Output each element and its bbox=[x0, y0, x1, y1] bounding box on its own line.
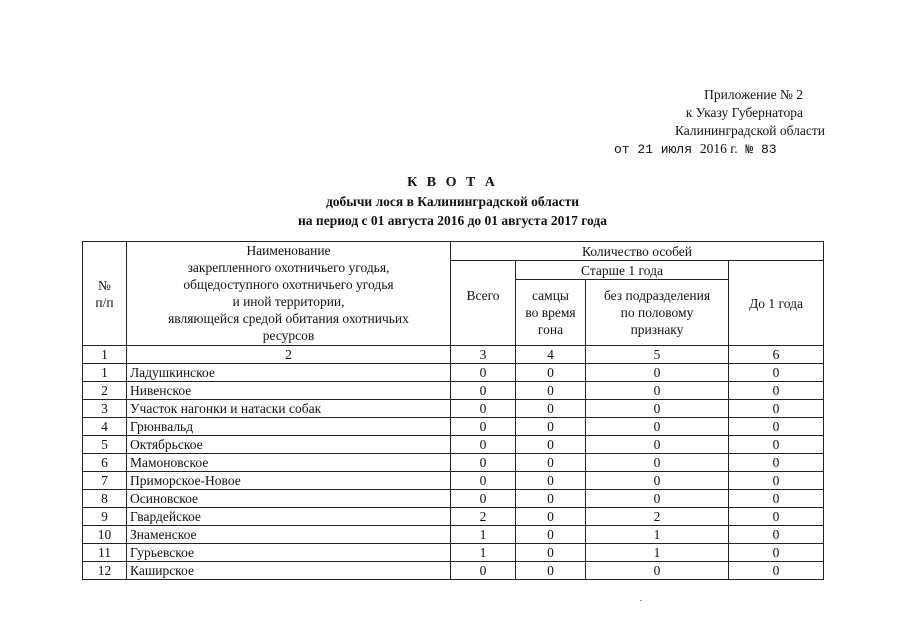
header-young: До 1 года bbox=[729, 261, 824, 346]
row-young: 0 bbox=[729, 508, 824, 526]
row-young: 0 bbox=[729, 436, 824, 454]
document-title: К В О Т А bbox=[407, 175, 498, 190]
column-index: 4 bbox=[516, 346, 586, 364]
row-num: 9 bbox=[83, 508, 127, 526]
header-males bbox=[516, 280, 586, 346]
row-total: 0 bbox=[451, 382, 516, 400]
row-num: 8 bbox=[83, 490, 127, 508]
row-males: 0 bbox=[516, 472, 586, 490]
row-young: 0 bbox=[729, 364, 824, 382]
row-total: 1 bbox=[451, 526, 516, 544]
row-young: 0 bbox=[729, 472, 824, 490]
row-young: 0 bbox=[729, 382, 824, 400]
row-name: Участок нагонки и натаски собак bbox=[127, 400, 451, 418]
row-num: 11 bbox=[83, 544, 127, 562]
row-total: 0 bbox=[451, 400, 516, 418]
row-num: 6 bbox=[83, 454, 127, 472]
table-row bbox=[83, 562, 824, 580]
header-num-line2: п/п bbox=[95, 294, 114, 310]
row-name: Приморское-Новое bbox=[127, 472, 451, 490]
document-subtitle: добычи лося в Калининградской области bbox=[325, 194, 580, 209]
appendix-region: Калининградской области bbox=[674, 123, 825, 138]
row-nogender: 0 bbox=[586, 400, 729, 418]
row-nogender: 0 bbox=[586, 454, 729, 472]
row-num: 1 bbox=[83, 364, 127, 382]
header-name-line2: закрепленного охотничьего угодья, bbox=[187, 260, 390, 275]
row-nogender: 0 bbox=[586, 562, 729, 580]
header-name bbox=[127, 242, 451, 346]
header-males-line3: гона bbox=[537, 322, 564, 337]
table-row bbox=[83, 526, 824, 544]
quota-table bbox=[82, 241, 824, 580]
header-name-line5: являющейся средой обитания охотничьих bbox=[168, 311, 409, 326]
row-name: Каширское bbox=[127, 562, 451, 580]
column-index: 2 bbox=[127, 346, 451, 364]
header-num-line1: № bbox=[98, 277, 111, 293]
row-young: 0 bbox=[729, 418, 824, 436]
row-males: 0 bbox=[516, 436, 586, 454]
row-total: 0 bbox=[451, 490, 516, 508]
row-nogender: 0 bbox=[586, 472, 729, 490]
row-total: 0 bbox=[451, 454, 516, 472]
row-nogender: 2 bbox=[586, 508, 729, 526]
row-num: 3 bbox=[83, 400, 127, 418]
header-name-line4: и иной территории, bbox=[232, 294, 345, 309]
row-nogender: 0 bbox=[586, 418, 729, 436]
table-row bbox=[83, 454, 824, 472]
column-index: 5 bbox=[586, 346, 729, 364]
document-title-block bbox=[0, 173, 905, 230]
table-row bbox=[83, 382, 824, 400]
row-name: Гурьевское bbox=[127, 544, 451, 562]
table-row bbox=[83, 472, 824, 490]
column-index: 1 bbox=[83, 346, 127, 364]
row-males: 0 bbox=[516, 418, 586, 436]
row-males: 0 bbox=[516, 562, 586, 580]
table-row bbox=[83, 490, 824, 508]
row-males: 0 bbox=[516, 364, 586, 382]
appendix-date bbox=[614, 140, 777, 159]
column-index-row bbox=[83, 346, 824, 364]
appendix-title: Приложение № 2 bbox=[704, 87, 803, 102]
date-year: 2016 г. bbox=[699, 141, 738, 156]
row-males: 0 bbox=[516, 400, 586, 418]
header-nogender-line3: признаку bbox=[630, 322, 684, 337]
header-nogender-line1: без подразделения bbox=[603, 288, 711, 303]
row-name: Гвардейское bbox=[127, 508, 451, 526]
row-num: 4 bbox=[83, 418, 127, 436]
table-row bbox=[83, 400, 824, 418]
row-young: 0 bbox=[729, 400, 824, 418]
date-number: № 83 bbox=[737, 142, 777, 157]
header-older: Старше 1 года bbox=[516, 261, 729, 280]
header-name-line3: общедоступного охотничьего угодья bbox=[183, 277, 394, 292]
header-nogender bbox=[586, 280, 729, 346]
table-row bbox=[83, 436, 824, 454]
header-row-1 bbox=[83, 242, 824, 261]
row-nogender: 0 bbox=[586, 490, 729, 508]
row-males: 0 bbox=[516, 382, 586, 400]
row-total: 0 bbox=[451, 364, 516, 382]
table-row bbox=[83, 508, 824, 526]
row-name: Грюнвальд bbox=[127, 418, 451, 436]
table-row bbox=[83, 418, 824, 436]
row-young: 0 bbox=[729, 454, 824, 472]
row-name: Ладушкинское bbox=[127, 364, 451, 382]
header-males-line2: во время bbox=[525, 305, 576, 320]
row-num: 7 bbox=[83, 472, 127, 490]
row-num: 5 bbox=[83, 436, 127, 454]
row-nogender: 0 bbox=[586, 436, 729, 454]
appendix-decree: к Указу Губернатора bbox=[685, 105, 803, 120]
row-name: Мамоновское bbox=[127, 454, 451, 472]
header-males-line1: самцы bbox=[532, 288, 569, 303]
column-index: 6 bbox=[729, 346, 824, 364]
row-name: Октябрьское bbox=[127, 436, 451, 454]
row-young: 0 bbox=[729, 562, 824, 580]
row-males: 0 bbox=[516, 508, 586, 526]
header-name-line1: Наименование bbox=[246, 243, 331, 258]
row-young: 0 bbox=[729, 526, 824, 544]
row-nogender: 1 bbox=[586, 526, 729, 544]
table-row bbox=[83, 364, 824, 382]
row-num: 12 bbox=[83, 562, 127, 580]
row-name: Знаменское bbox=[127, 526, 451, 544]
row-males: 0 bbox=[516, 490, 586, 508]
header-nogender-line2: по половому bbox=[620, 305, 694, 320]
header-num bbox=[83, 242, 127, 346]
table-row bbox=[83, 544, 824, 562]
row-males: 0 bbox=[516, 526, 586, 544]
header-name-line6: ресурсов bbox=[262, 328, 315, 343]
column-index: 3 bbox=[451, 346, 516, 364]
row-males: 0 bbox=[516, 544, 586, 562]
header-total: Всего bbox=[451, 261, 516, 346]
row-nogender: 0 bbox=[586, 364, 729, 382]
row-males: 0 bbox=[516, 454, 586, 472]
date-prefix: от 21 июля bbox=[614, 142, 700, 157]
row-total: 0 bbox=[451, 436, 516, 454]
header-count: Количество особей bbox=[451, 242, 824, 261]
row-young: 0 bbox=[729, 490, 824, 508]
row-total: 0 bbox=[451, 418, 516, 436]
row-nogender: 1 bbox=[586, 544, 729, 562]
row-total: 1 bbox=[451, 544, 516, 562]
scan-speck bbox=[640, 600, 642, 601]
document-period: на период с 01 августа 2016 до 01 августа 2017 года bbox=[298, 213, 607, 228]
row-total: 0 bbox=[451, 472, 516, 490]
row-young: 0 bbox=[729, 544, 824, 562]
row-name: Нивенское bbox=[127, 382, 451, 400]
row-num: 2 bbox=[83, 382, 127, 400]
row-total: 0 bbox=[451, 562, 516, 580]
row-total: 2 bbox=[451, 508, 516, 526]
row-num: 10 bbox=[83, 526, 127, 544]
row-nogender: 0 bbox=[586, 382, 729, 400]
row-name: Осиновское bbox=[127, 490, 451, 508]
